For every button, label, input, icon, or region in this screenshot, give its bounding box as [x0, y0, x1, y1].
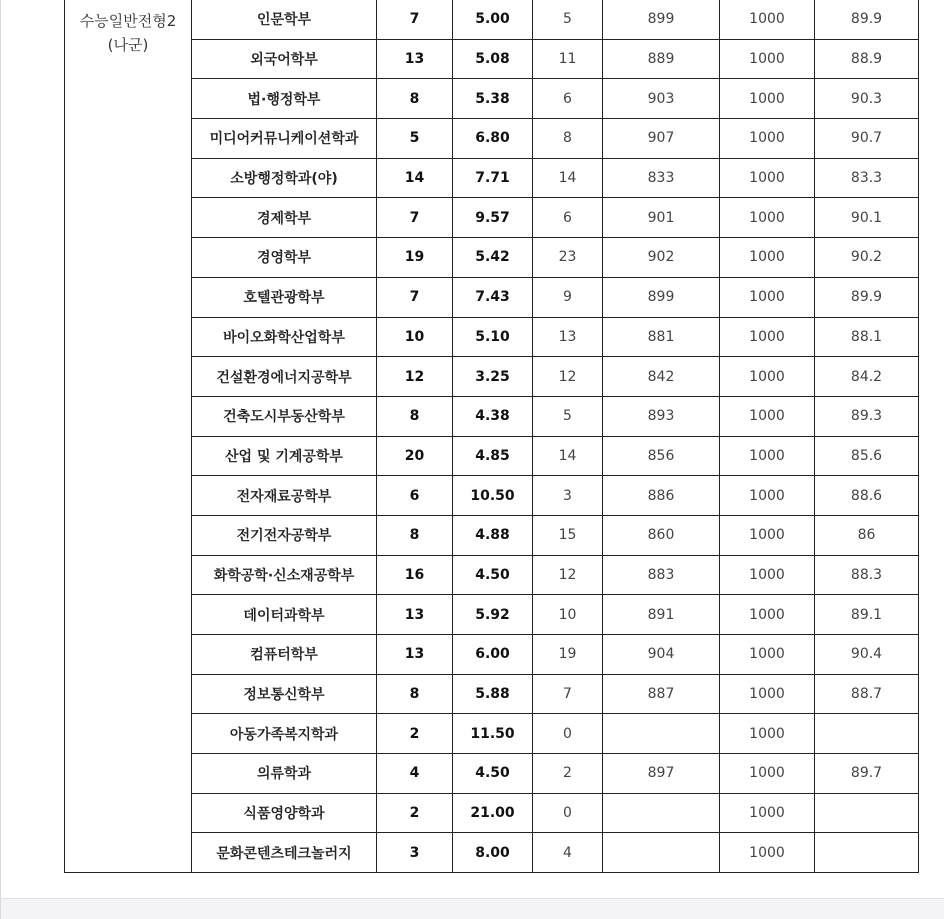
competition-ratio-cell: 5.08: [453, 39, 533, 79]
department-cell: 문화콘텐츠테크놀러지: [192, 833, 377, 873]
total-score-cell: 1000: [720, 0, 815, 39]
table-body: [65, 0, 919, 873]
competition-ratio-cell: 6.80: [453, 119, 533, 159]
score-cell: 842: [603, 357, 720, 397]
total-score-cell: 1000: [720, 714, 815, 754]
total-score-cell: 1000: [720, 754, 815, 794]
department-cell: 건축도시부동산학부: [192, 396, 377, 436]
table-row: [65, 158, 919, 198]
table-row: [65, 119, 919, 159]
competition-ratio-cell: 9.57: [453, 198, 533, 238]
score-cell: [603, 714, 720, 754]
score-cell: 889: [603, 39, 720, 79]
quota-cell: 16: [377, 555, 453, 595]
department-cell: 건설환경에너지공학부: [192, 357, 377, 397]
quota-cell: 8: [377, 79, 453, 119]
department-cell: 법·행정학부: [192, 79, 377, 119]
score-cell: 904: [603, 635, 720, 675]
score-cell: 891: [603, 595, 720, 635]
admission-results-table: [64, 0, 919, 873]
admission-group-cell: [65, 0, 192, 873]
waitlist-cell: 23: [533, 238, 603, 278]
competition-ratio-cell: 6.00: [453, 635, 533, 675]
total-score-cell: 1000: [720, 277, 815, 317]
score-cell: 903: [603, 79, 720, 119]
quota-cell: 3: [377, 833, 453, 873]
table-row: [65, 515, 919, 555]
waitlist-cell: 3: [533, 476, 603, 516]
department-cell: 산업 및 기계공학부: [192, 436, 377, 476]
competition-ratio-cell: 4.85: [453, 436, 533, 476]
waitlist-cell: 12: [533, 555, 603, 595]
department-cell: 데이터과학부: [192, 595, 377, 635]
score-cell: 899: [603, 0, 720, 39]
waitlist-cell: 2: [533, 754, 603, 794]
waitlist-cell: 8: [533, 119, 603, 159]
total-score-cell: 1000: [720, 79, 815, 119]
competition-ratio-cell: 4.88: [453, 515, 533, 555]
score-cell: 860: [603, 515, 720, 555]
table-row: [65, 238, 919, 278]
quota-cell: 2: [377, 793, 453, 833]
competition-ratio-cell: 5.10: [453, 317, 533, 357]
converted-score-cell: 89.1: [815, 595, 919, 635]
table-row: [65, 436, 919, 476]
quota-cell: 6: [377, 476, 453, 516]
table-row: [65, 754, 919, 794]
department-cell: 컴퓨터학부: [192, 635, 377, 675]
total-score-cell: 1000: [720, 158, 815, 198]
converted-score-cell: 90.1: [815, 198, 919, 238]
table-row: [65, 476, 919, 516]
quota-cell: 7: [377, 277, 453, 317]
competition-ratio-cell: 21.00: [453, 793, 533, 833]
score-cell: 887: [603, 674, 720, 714]
converted-score-cell: 90.4: [815, 635, 919, 675]
waitlist-cell: 19: [533, 635, 603, 675]
quota-cell: 2: [377, 714, 453, 754]
department-cell: 소방행정학과(야): [192, 158, 377, 198]
score-cell: 901: [603, 198, 720, 238]
competition-ratio-cell: 5.00: [453, 0, 533, 39]
table-row: [65, 595, 919, 635]
score-cell: [603, 833, 720, 873]
table-row: [65, 357, 919, 397]
score-cell: 886: [603, 476, 720, 516]
total-score-cell: 1000: [720, 515, 815, 555]
score-cell: 893: [603, 396, 720, 436]
converted-score-cell: 90.3: [815, 79, 919, 119]
competition-ratio-cell: 5.38: [453, 79, 533, 119]
converted-score-cell: 90.7: [815, 119, 919, 159]
converted-score-cell: 88.1: [815, 317, 919, 357]
department-cell: 아동가족복지학과: [192, 714, 377, 754]
quota-cell: 12: [377, 357, 453, 397]
quota-cell: 8: [377, 396, 453, 436]
score-cell: 881: [603, 317, 720, 357]
converted-score-cell: [815, 793, 919, 833]
waitlist-cell: 5: [533, 0, 603, 39]
competition-ratio-cell: 4.50: [453, 555, 533, 595]
competition-ratio-cell: 5.88: [453, 674, 533, 714]
score-cell: 897: [603, 754, 720, 794]
score-cell: 856: [603, 436, 720, 476]
waitlist-cell: 6: [533, 198, 603, 238]
table-row: [65, 833, 919, 873]
quota-cell: 10: [377, 317, 453, 357]
competition-ratio-cell: 5.42: [453, 238, 533, 278]
department-cell: 바이오화학산업학부: [192, 317, 377, 357]
total-score-cell: 1000: [720, 674, 815, 714]
department-cell: 전자재료공학부: [192, 476, 377, 516]
score-cell: [603, 793, 720, 833]
quota-cell: 13: [377, 635, 453, 675]
converted-score-cell: 90.2: [815, 238, 919, 278]
score-cell: 902: [603, 238, 720, 278]
total-score-cell: 1000: [720, 595, 815, 635]
converted-score-cell: 89.9: [815, 277, 919, 317]
converted-score-cell: 89.7: [815, 754, 919, 794]
score-cell: 899: [603, 277, 720, 317]
waitlist-cell: 0: [533, 714, 603, 754]
table-row: [65, 198, 919, 238]
department-cell: 화학공학·신소재공학부: [192, 555, 377, 595]
quota-cell: 13: [377, 39, 453, 79]
competition-ratio-cell: 3.25: [453, 357, 533, 397]
competition-ratio-cell: 5.92: [453, 595, 533, 635]
window-left-edge: [0, 0, 1, 919]
quota-cell: 7: [377, 198, 453, 238]
converted-score-cell: [815, 833, 919, 873]
waitlist-cell: 4: [533, 833, 603, 873]
score-cell: 883: [603, 555, 720, 595]
total-score-cell: 1000: [720, 793, 815, 833]
competition-ratio-cell: 11.50: [453, 714, 533, 754]
admission-group-sublabel: (나군): [107, 36, 149, 54]
competition-ratio-cell: 4.50: [453, 754, 533, 794]
admission-group-label: 수능일반전형2: [79, 12, 177, 30]
converted-score-cell: 88.9: [815, 39, 919, 79]
total-score-cell: 1000: [720, 396, 815, 436]
table-row: [65, 555, 919, 595]
department-cell: 미디어커뮤니케이션학과: [192, 119, 377, 159]
converted-score-cell: 84.2: [815, 357, 919, 397]
waitlist-cell: 13: [533, 317, 603, 357]
score-cell: 907: [603, 119, 720, 159]
total-score-cell: 1000: [720, 39, 815, 79]
quota-cell: 13: [377, 595, 453, 635]
waitlist-cell: 14: [533, 158, 603, 198]
department-cell: 외국어학부: [192, 39, 377, 79]
department-cell: 식품영양학과: [192, 793, 377, 833]
quota-cell: 8: [377, 674, 453, 714]
table-row: [65, 317, 919, 357]
waitlist-cell: 5: [533, 396, 603, 436]
score-cell: 833: [603, 158, 720, 198]
table-row: [65, 277, 919, 317]
total-score-cell: 1000: [720, 119, 815, 159]
total-score-cell: 1000: [720, 476, 815, 516]
department-cell: 경제학부: [192, 198, 377, 238]
total-score-cell: 1000: [720, 198, 815, 238]
total-score-cell: 1000: [720, 238, 815, 278]
table-row: [65, 714, 919, 754]
table-row: [65, 79, 919, 119]
department-cell: 의류학과: [192, 754, 377, 794]
department-cell: 전기전자공학부: [192, 515, 377, 555]
competition-ratio-cell: 4.38: [453, 396, 533, 436]
waitlist-cell: 7: [533, 674, 603, 714]
department-cell: 경영학부: [192, 238, 377, 278]
competition-ratio-cell: 7.71: [453, 158, 533, 198]
total-score-cell: 1000: [720, 357, 815, 397]
waitlist-cell: 14: [533, 436, 603, 476]
department-cell: 호텔관광학부: [192, 277, 377, 317]
converted-score-cell: [815, 714, 919, 754]
waitlist-cell: 12: [533, 357, 603, 397]
waitlist-cell: 15: [533, 515, 603, 555]
quota-cell: 7: [377, 0, 453, 39]
waitlist-cell: 11: [533, 39, 603, 79]
total-score-cell: 1000: [720, 317, 815, 357]
converted-score-cell: 88.3: [815, 555, 919, 595]
converted-score-cell: 86: [815, 515, 919, 555]
waitlist-cell: 6: [533, 79, 603, 119]
quota-cell: 19: [377, 238, 453, 278]
converted-score-cell: 88.6: [815, 476, 919, 516]
table-row: [65, 674, 919, 714]
competition-ratio-cell: 8.00: [453, 833, 533, 873]
total-score-cell: 1000: [720, 436, 815, 476]
competition-ratio-cell: 7.43: [453, 277, 533, 317]
quota-cell: 20: [377, 436, 453, 476]
converted-score-cell: 89.9: [815, 0, 919, 39]
converted-score-cell: 89.3: [815, 396, 919, 436]
waitlist-cell: 0: [533, 793, 603, 833]
quota-cell: 5: [377, 119, 453, 159]
waitlist-cell: 9: [533, 277, 603, 317]
department-cell: 정보통신학부: [192, 674, 377, 714]
table-row: [65, 396, 919, 436]
total-score-cell: 1000: [720, 635, 815, 675]
quota-cell: 14: [377, 158, 453, 198]
quota-cell: 8: [377, 515, 453, 555]
department-cell: 인문학부: [192, 0, 377, 39]
table-row: [65, 0, 919, 39]
table-row: [65, 793, 919, 833]
competition-ratio-cell: 10.50: [453, 476, 533, 516]
converted-score-cell: 88.7: [815, 674, 919, 714]
converted-score-cell: 85.6: [815, 436, 919, 476]
total-score-cell: 1000: [720, 833, 815, 873]
table-row: [65, 39, 919, 79]
total-score-cell: 1000: [720, 555, 815, 595]
table-row: [65, 635, 919, 675]
converted-score-cell: 83.3: [815, 158, 919, 198]
waitlist-cell: 10: [533, 595, 603, 635]
quota-cell: 4: [377, 754, 453, 794]
